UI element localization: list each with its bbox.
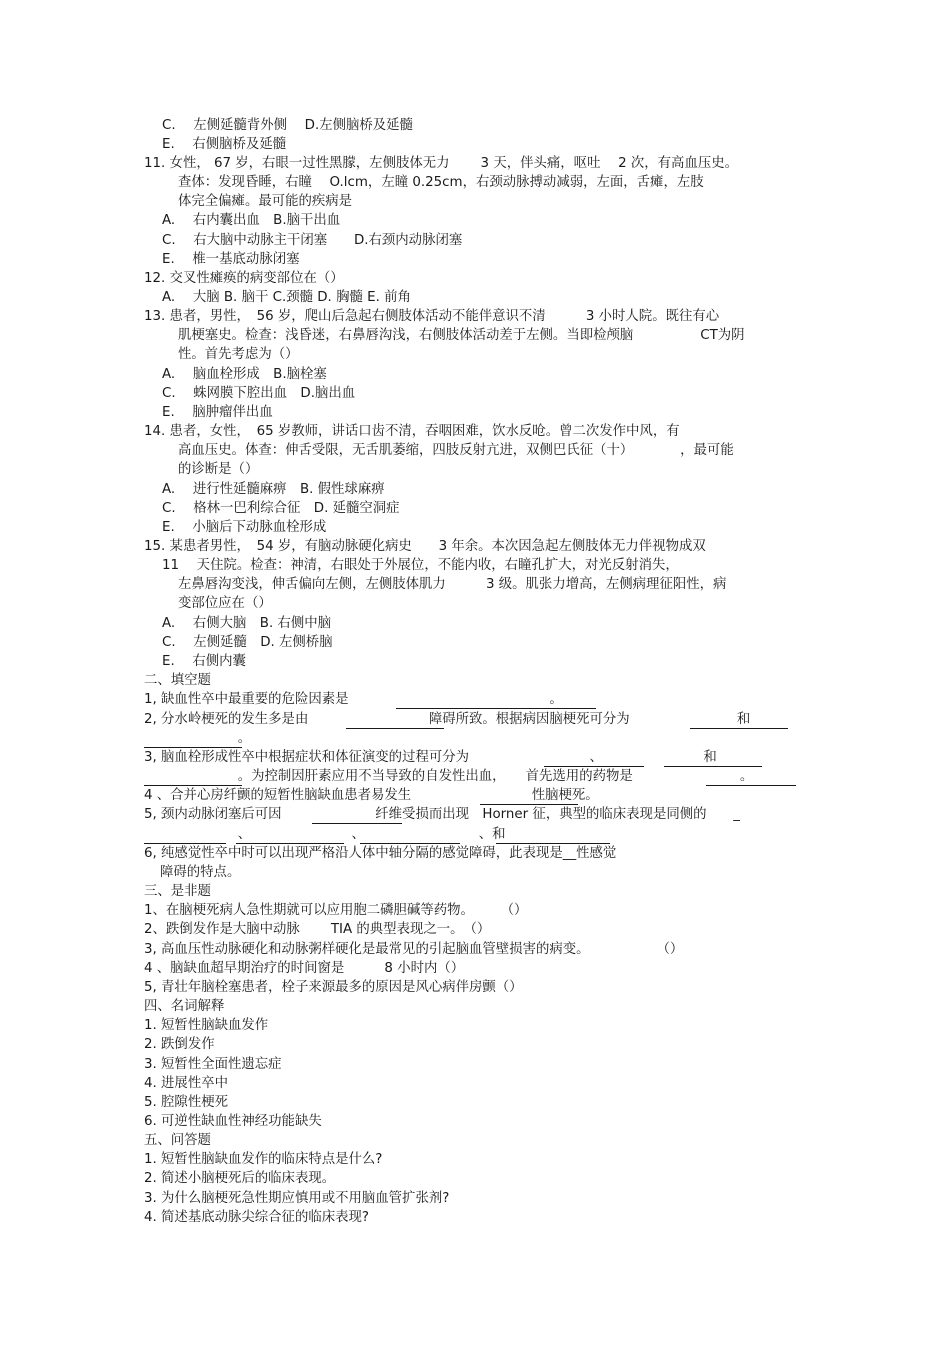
blank-underline (690, 714, 788, 729)
text-line: 13. 患者，男性， 56 岁，爬山后急起右侧肢体活动不能伴意识不清 3 小时人院。既往有心 (144, 309, 720, 324)
text-line: 3. 短暂性全面性遗忘症 (144, 1057, 282, 1072)
text-line: A. 进行性延髓麻痹 B. 假性球麻痹 (162, 482, 385, 497)
text-line: 6, 纯感觉性卒中时可以出现严格沿人体中轴分隔的感觉障碍，此表现是__性感觉 (144, 846, 617, 861)
blank-underline (360, 829, 460, 844)
text-line: 五、问答题 (144, 1133, 211, 1148)
text-line: 5, 颈内动脉闭塞后可因 纤维受损而出现 Horner 征，典型的临床表现是同侧的 _ (144, 807, 740, 822)
text-line: 1. 短暂性脑缺血发作的临床特点是什么? (144, 1152, 383, 1167)
text-line: 障碍的特点。 (160, 865, 241, 880)
text-line: 1. 短暂性脑缺血发作 (144, 1018, 269, 1033)
blank-underline (496, 829, 610, 844)
text-line: E. 右侧内囊 (162, 654, 246, 669)
text-line: A. 脑血栓形成 B.脑栓塞 (162, 367, 327, 382)
text-line: 4. 简述基底动脉尖综合征的临床表现? (144, 1210, 369, 1225)
text-line: E. 椎一基底动脉闭塞 (162, 252, 300, 267)
blank-underline (706, 771, 796, 786)
text-line: 4. 进展性卒中 (144, 1076, 228, 1091)
text-line: 3, 高血压性动脉硬化和动脉粥样硬化是最常见的引起脑血管壁损害的病变。 （） (144, 942, 684, 957)
text-line: 性。首先考虑为（） (178, 347, 299, 362)
text-line: 的诊断是（） (178, 462, 259, 477)
text-line: 、 、 、和 (144, 827, 506, 842)
text-line: A. 右侧大脑 B. 右侧中脑 (162, 616, 332, 631)
text-line: 2. 简述小脑梗死后的临床表现。 (144, 1171, 336, 1186)
text-line: A. 右内囊出血 B.脑干出血 (162, 213, 341, 228)
text-line: 3. 为什么脑梗死急性期应慎用或不用脑血管扩张剂? (144, 1191, 450, 1206)
text-line: E. 右侧脑桥及延髓 (162, 137, 287, 152)
blank-underline (480, 790, 578, 805)
text-line: 14. 患者，女性， 65 岁教师，讲话口齿不清，吞咽困难，饮水反呛。曾二次发作中风，有 (144, 424, 680, 439)
text-line: 体完全偏瘫。最可能的疾病是 (178, 194, 353, 209)
text-line: C. 右大脑中动脉主干闭塞 D.右颈内动脉闭塞 (162, 233, 463, 248)
blank-underline (396, 694, 596, 709)
text-line: 1, 缺血性卒中最重要的危险因素是 。 (144, 692, 563, 707)
text-line: 2, 分水岭梗死的发生多是由 障碍所致。根据病因脑梗死可分为 和 (144, 712, 751, 727)
text-line: C. 格林一巴利综合征 D. 延髓空洞症 (162, 501, 400, 516)
blank-underline (664, 752, 762, 767)
text-line: E. 脑肿瘤伴出血 (162, 405, 273, 420)
blank-underline (236, 829, 344, 844)
blank-underline (144, 733, 242, 748)
text-line: 三、是非题 (144, 884, 211, 899)
text-line: A. 大脑 B. 脑干 C.颈髓 D. 胸髓 E. 前角 (162, 290, 411, 305)
text-line: C. 蛛网膜下腔出血 D.脑出血 (162, 386, 356, 401)
text-line: 四、名词解释 (144, 999, 225, 1014)
blank-underline (312, 809, 402, 824)
text-line: 。为控制因肝素应用不当导致的自发性出血， 首先选用的药物是 。 (144, 769, 754, 784)
text-line: 变部位应在（） (178, 596, 272, 611)
text-line: 11. 女性， 67 岁，右眼一过性黑朦，左侧肢体无力 3 天，伴头痛，呕吐 2 次，有高血压史。 (144, 156, 739, 171)
blank-underline (144, 771, 242, 786)
text-line: 4 、脑缺血超早期治疗的时间窗是 8 小时内（） (144, 961, 465, 976)
text-line: 11 天住院。检查：神清，右眼处于外展位，不能内收，右瞳孔扩大，对光反射消失， (162, 558, 679, 573)
blank-underline (144, 829, 226, 844)
text-line: 。 (144, 731, 252, 746)
text-line: 5. 腔隙性梗死 (144, 1095, 228, 1110)
text-line: 左鼻唇沟变浅，伸舌偏向左侧，左侧肢体肌力 3 级。肌张力增高，左侧病理征阳性，病 (178, 577, 727, 592)
text-line: 3, 脑血栓形成性卒中根据症状和体征演变的过程可分为 、 和 (144, 750, 717, 765)
text-line: 二、填空题 (144, 673, 211, 688)
text-line: 肌梗塞史。检查：浅昏迷，右鼻唇沟浅，右侧肢体活动差于左侧。当即检颅脑 CT为阴 (178, 328, 745, 343)
blank-underline (346, 714, 444, 729)
text-line: C. 左侧延髓 D. 左侧桥脑 (162, 635, 333, 650)
text-line: 1、在脑梗死病人急性期就可以应用胞二磷胆碱等药物。 （） (144, 903, 528, 918)
text-line: 12. 交叉性瘫痪的病变部位在（） (144, 271, 344, 286)
text-line: C. 左侧延髓背外侧 D.左侧脑桥及延髓 (162, 118, 413, 133)
blank-underline (544, 752, 644, 767)
text-line: 15. 某患者男性， 54 岁，有脑动脉硬化病史 3 年余。本次因急起左侧肢体无力伴视物成双 (144, 539, 706, 554)
text-line: 5, 青壮年脑栓塞患者，栓子来源最多的原因是风心病伴房颤（） (144, 980, 523, 995)
text-line: 2. 跌倒发作 (144, 1037, 215, 1052)
text-line: 4 、合并心房纤颤的短暂性脑缺血患者易发生 性脑梗死。 (144, 788, 599, 803)
text-line: 高血压史。体查：伸舌受限，无舌肌萎缩，四肢反射亢进，双侧巴氏征（十） ，最可能 (178, 443, 734, 458)
text-line: 查体：发现昏睡，右瞳 O.lcm，左瞳 0.25cm，右颈动脉搏动减弱，左面，舌瘫，左肢 (178, 175, 704, 190)
text-line: E. 小脑后下动脉血栓形成 (162, 520, 327, 535)
text-line: 2、跌倒发作是大脑中动脉 TIA 的典型表现之一。 （） (144, 922, 491, 937)
text-line: 6. 可逆性缺血性神经功能缺失 (144, 1114, 322, 1129)
